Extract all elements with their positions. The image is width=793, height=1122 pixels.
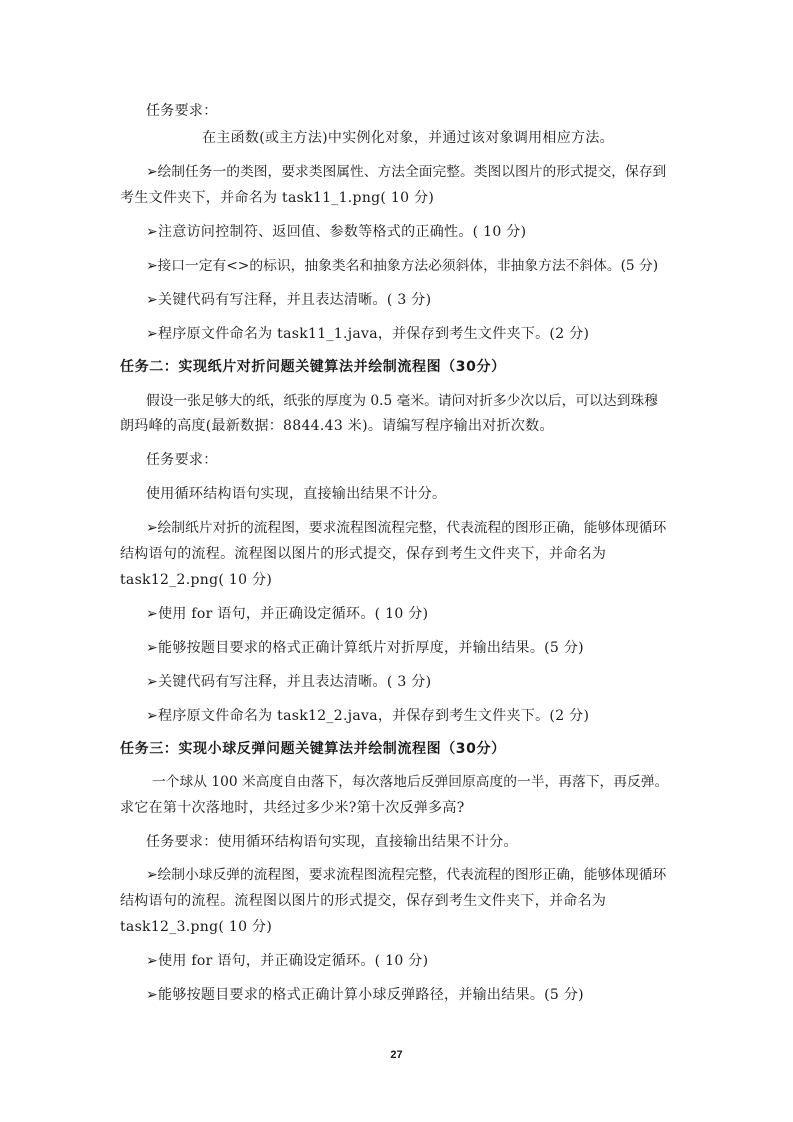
section-heading-task-2: 任务二：实现纸片对折问题关键算法并绘制流程图（30分）: [120, 359, 506, 375]
paragraph-continuation: 求它在第十次落地时，共经过多少米?第十次反弹多高?: [120, 800, 465, 816]
paragraph: 在主函数(或主方法)中实例化对象，并通过该对象调用相应方法。: [202, 130, 614, 146]
bullet-item-continuation: task12_3.png( 10 分): [120, 919, 273, 935]
bullet-item-continuation: 考生文件夹下，并命名为 task11_1.png( 10 分): [120, 190, 435, 206]
bullet-item: ➢接口一定有<>的标识，抽象类名和抽象方法必须斜体，非抽象方法不斜体。(5 分): [146, 258, 659, 274]
paragraph-continuation: 朗玛峰的高度(最新数据：8844.43 米)。请编写程序输出对折次数。: [120, 418, 554, 434]
bullet-item: ➢使用 for 语句，并正确设定循环。( 10 分): [146, 953, 429, 969]
bullet-item: ➢绘制小球反弹的流程图，要求流程图流程完整，代表流程的图形正确，能够体现循环: [146, 867, 667, 883]
task-requirements-label-3: 任务要求：使用循环结构语句实现，直接输出结果不计分。: [146, 834, 518, 850]
paragraph: 假设一张足够大的纸，纸张的厚度为 0.5 毫米。请问对折多少次以后，可以达到珠穆: [146, 393, 658, 409]
bullet-item: ➢使用 for 语句，并正确设定循环。( 10 分): [146, 606, 429, 622]
paragraph: 一个球从 100 米高度自由落下，每次落地后反弹回原高度的一半，再落下，再反弹。: [152, 774, 669, 790]
task-requirements-label-2: 任务要求：: [146, 452, 218, 468]
bullet-item: ➢能够按题目要求的格式正确计算纸片对折厚度，并输出结果。(5 分): [146, 640, 584, 656]
page-number: 27: [390, 1049, 403, 1061]
bullet-item: ➢关键代码有写注释，并且表达清晰。( 3 分): [146, 292, 432, 308]
bullet-item: ➢关键代码有写注释，并且表达清晰。( 3 分): [146, 674, 432, 690]
bullet-item: ➢绘制任务一的类图，要求类图属性、方法全面完整。类图以图片的形式提交，保存到: [146, 164, 667, 180]
task-requirements-label-1: 任务要求：: [146, 103, 218, 119]
bullet-item: ➢绘制纸片对折的流程图，要求流程图流程完整，代表流程的图形正确，能够体现循环: [146, 520, 667, 536]
section-heading-task-3: 任务三：实现小球反弹问题关键算法并绘制流程图（30分）: [120, 741, 506, 757]
bullet-item-continuation: 结构语句的流程。流程图以图片的形式提交，保存到考生文件夹下，并命名为: [120, 893, 607, 909]
bullet-item-continuation: 结构语句的流程。流程图以图片的形式提交，保存到考生文件夹下，并命名为: [120, 546, 607, 562]
bullet-item-continuation: task12_2.png( 10 分): [120, 572, 273, 588]
bullet-item: ➢程序原文件命名为 task11_1.java，并保存到考生文件夹下。(2 分): [146, 326, 590, 342]
bullet-item: ➢程序原文件命名为 task12_2.java，并保存到考生文件夹下。(2 分): [146, 708, 590, 724]
paragraph: 使用循环结构语句实现，直接输出结果不计分。: [146, 486, 447, 502]
bullet-item: ➢注意访问控制符、返回值、参数等格式的正确性。( 10 分): [146, 224, 527, 240]
bullet-item: ➢能够按题目要求的格式正确计算小球反弹路径，并输出结果。(5 分): [146, 987, 584, 1003]
